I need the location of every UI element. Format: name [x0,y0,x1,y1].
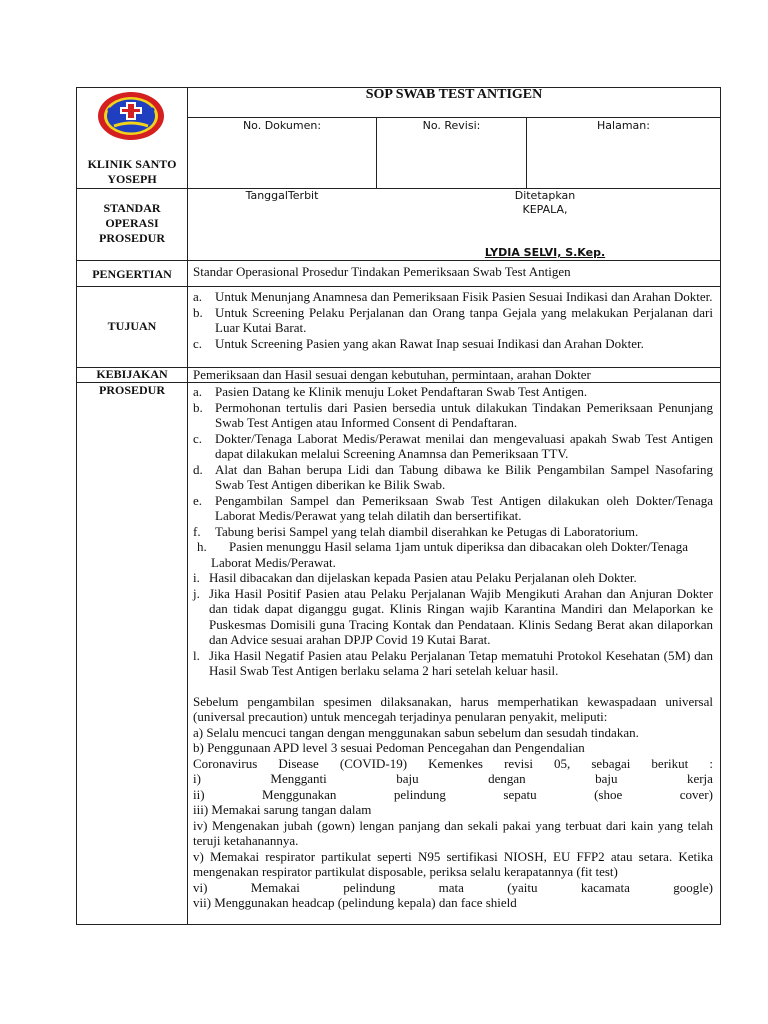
list-item-continuation: Laborat Medis/Perawat. [211,554,336,570]
clinic-name: KLINIK SANTO YOSEPH [87,157,177,186]
precaution-point-i: i) Mengganti baju dengan baju kerja [193,771,713,786]
precaution-intro: Sebelum pengambilan spesimen dilaksanakan, harus memperhatikan kewaspadaan universal (universal precaution) untuk mencegah terjadinya penularan penyakit, meliputi: [193,693,713,724]
precaution-point-b-cont: Coronavirus Disease (COVID-19) Kemenkes revisi 05, sebagai berikut : [193,755,713,771]
precaution-point-ii: ii) Menggunakan pelindung sepatu (shoe cover) [193,786,713,802]
list-item: d. Alat dan Bahan berupa Lidi dan Tabung dibawa ke Bilik Pengambilan Sampel Nasofaring Swab Test Antigen diberikan ke Bilik Swab. [193,461,713,492]
list-item: a. Untuk Menunjang Anamnesa dan Pemeriksaan Fisik Pasien Sesuai Indikasi dan Arahan Dokter. [193,289,713,304]
document-title: SOP SWAB TEST ANTIGEN [365,87,543,102]
list-item: a. Pasien Datang ke Klinik menuju Loket Pendaftaran Swab Test Antigen. [193,384,588,399]
ditetapkan-label: Ditetapkan [514,189,576,202]
signatory-name: LYDIA SELVI, S.Kep. [484,246,606,259]
list-item: l. Jika Hasil Negatif Pasien atau Pelaku Perjalanan Tetap mematuhi Protokol Kesehatan (5M) dan Hasil Swab Test Antigen berlaku selama 2 hari setelah keluar hasil. [193,647,713,678]
clinic-logo [96,90,166,142]
no-revisi-label: No. Revisi: [422,119,481,132]
list-item: i. Hasil dibacakan dan dijelaskan kepada Pasien atau Pelaku Perjalanan oleh Dokter. [193,570,637,585]
precaution-point-vi: vi) Memakai pelindung mata (yaitu kacamata google) [193,879,713,895]
kebijakan-text: Pemeriksaan dan Hasil sesuai dengan kebutuhan, permintaan, arahan Dokter [193,367,591,382]
list-item: e. Pengambilan Sampel dan Pemeriksaan Swab Test Antigen dilakukan oleh Dokter/Tenaga Laborat Medis/Perawat yang telah dilatih dan bersertifikat. [193,492,713,523]
precaution-point-v: v) Memakai respirator partikulat seperti N95 sertifikasi NIOSH, EU FFP2 atau setara. Ketika mengenakan respirator partikulat disposable, periksa selalu kerapatannya (fit test) [193,848,713,879]
precaution-point-b: b) Penggunaan APD level 3 sesuai Pedoman Pencegahan dan Pengendalian [193,740,585,755]
precaution-point-iii: iii) Memakai sarung tangan dalam [193,802,372,817]
halaman-label: Halaman: [597,119,650,132]
list-item: j. Jika Hasil Positif Pasien atau Pelaku Perjalanan Wajib Mengikuti Arahan dan Anjuran Dokter dan tidak dapat diganggu gugat. Klinis Ringan wajib Karantina Mandiri dan Melaporkan ke Puskesmas Domisili guna Tracing Kontak dan Pendataan. Klinis Sedang Berat akan dilaporkan dan Advice sesuai arahan DPJP Covid 19 Kutai Barat. [193,585,713,647]
precaution-point-vii: vii) Menggunakan headcap (pelindung kepala) dan face shield [193,895,517,910]
kepala-label: KEPALA, [522,203,568,216]
tujuan-label: TUJUAN [107,319,157,333]
pengertian-text: Standar Operasional Prosedur Tindakan Pemeriksaan Swab Test Antigen [193,264,571,279]
tujuan-list [193,289,713,351]
prosedur-label: PROSEDUR [98,383,165,397]
prosedur-body [193,384,713,911]
kebijakan-label: KEBIJAKAN [96,367,168,381]
tanggal-terbit-label: TanggalTerbit [245,189,319,202]
list-item: c. Untuk Screening Pasien yang akan Rawat Inap sesuai Indikasi dan Arahan Dokter. [193,335,644,351]
precaution-point-iv: iv) Mengenakan jubah (gown) lengan panjang dan sekali pakai yang terbuat dari kain yang telah teruji ketahanannya. [193,817,713,848]
precaution-point-a: a) Selalu mencuci tangan dengan menggunakan sabun sebelum dan sesudah tindakan. [193,724,639,740]
pengertian-label: PENGERTIAN [92,267,172,281]
clinic-seal-icon [96,90,166,142]
sop-label: STANDAR OPERASI PROSEDUR [98,201,165,245]
list-item: h. Pasien menunggu Hasil selama 1jam untuk diperiksa dan dibacakan oleh Dokter/Tenaga [197,539,689,554]
list-item: c. Dokter/Tenaga Laborat Medis/Perawat menilai dan mengevaluasi apakah Swab Test Antigen dapat dilakukan melalui Screening Anamnsa dan Pemeriksaan TTV. [193,430,713,461]
list-item: b. Untuk Screening Pelaku Perjalanan dan Orang tanpa Gejala yang melakukan Perjalanan dari Luar Kutai Barat. [193,304,713,335]
list-item: b. Permohonan tertulis dari Pasien bersedia untuk dilakukan Tindakan Pemeriksaan Penunjang Swab Test Antigen atau Informed Consent di Pendaftaran. [193,399,713,430]
no-dokumen-label: No. Dokumen: [242,119,322,132]
list-item: f. Tabung berisi Sampel yang telah diambil diserahkan ke Petugas di Laboratorium. [193,523,639,539]
